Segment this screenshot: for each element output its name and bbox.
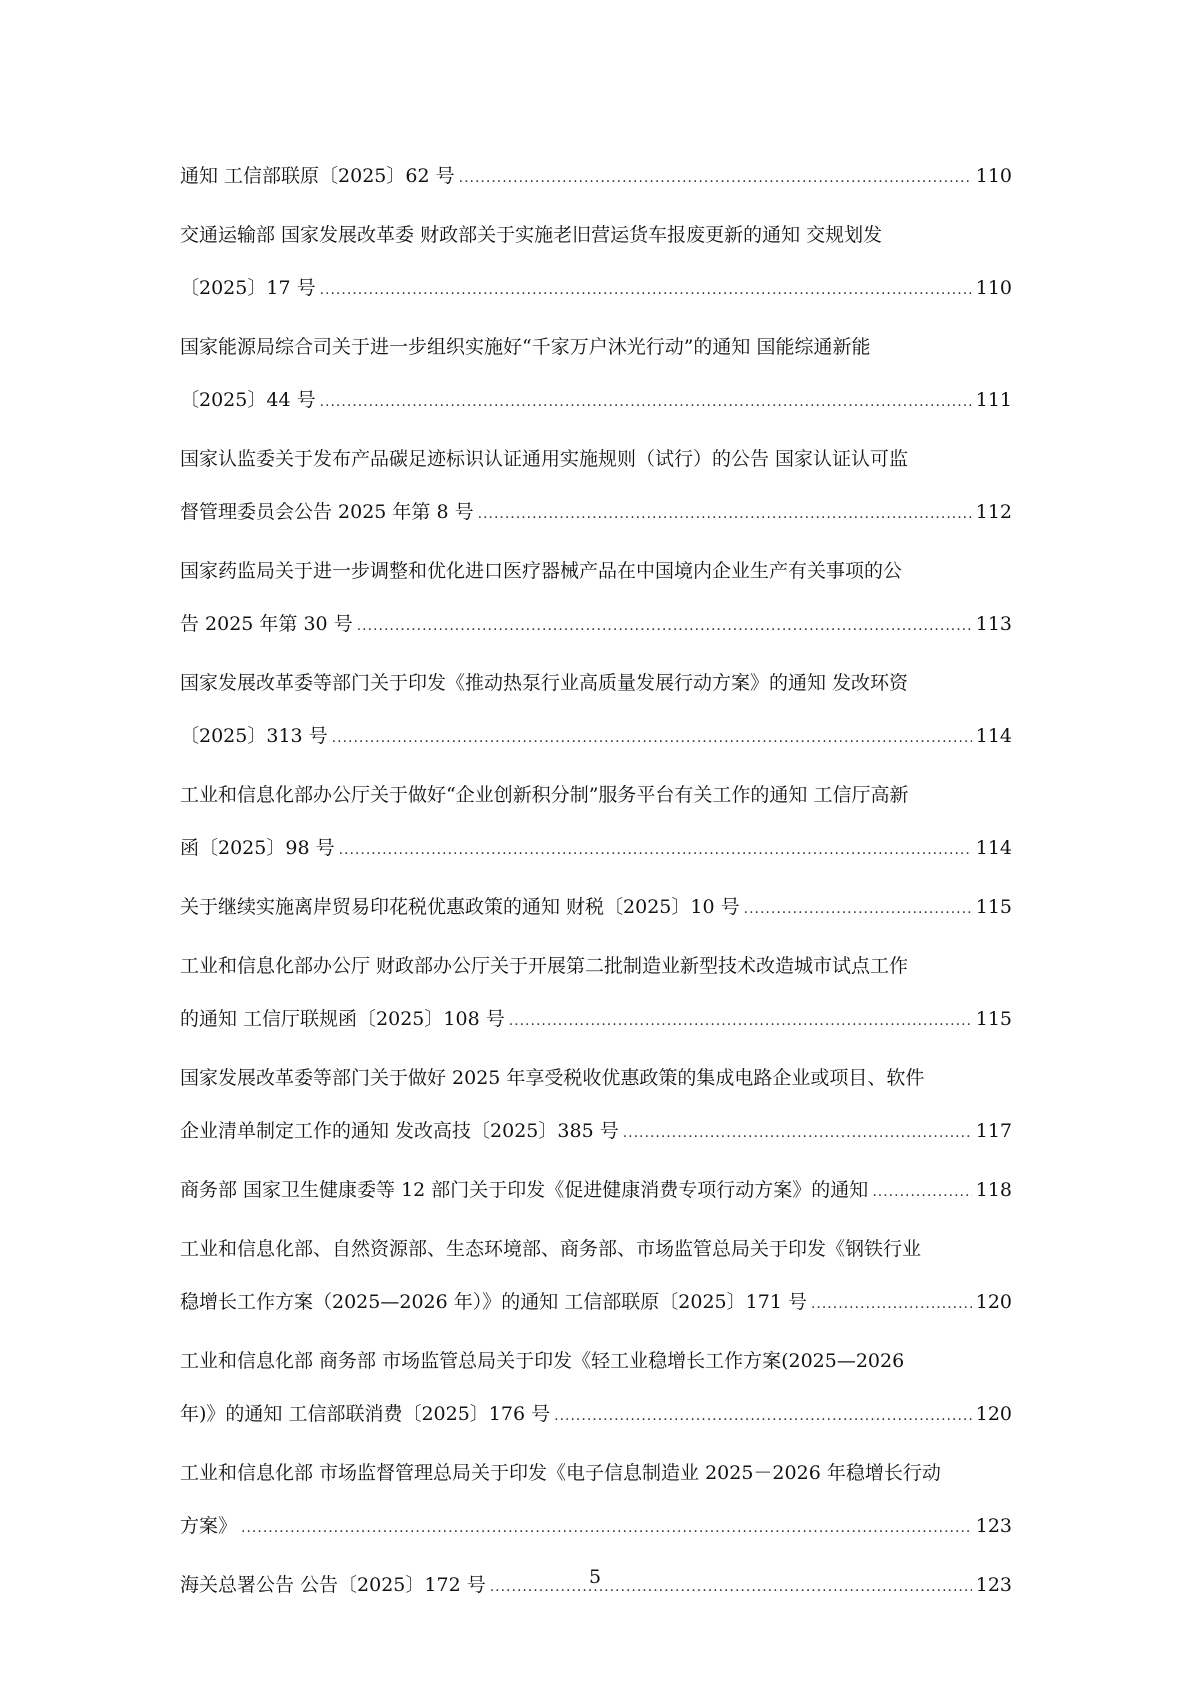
toc-entry-title-line: 工业和信息化部、自然资源部、生态环境部、商务部、市场监管总局关于印发《钢铁行业 — [180, 1238, 922, 1260]
toc-page-number: 120 — [975, 1403, 1012, 1425]
toc-page-number: 118 — [975, 1179, 1012, 1201]
toc-entry-title-tail: 关于继续实施离岸贸易印花税优惠政策的通知 财税〔2025〕10 号 — [180, 896, 740, 918]
toc-entry-last-line — [180, 710, 1012, 763]
toc-entry-title-tail: 的通知 工信厅联规函〔2025〕108 号 — [180, 1008, 505, 1030]
toc-entry-title-line: 工业和信息化部 市场监督管理总局关于印发《电子信息制造业 2025－2026 年稳增长行动 — [180, 1462, 941, 1484]
toc-page-number: 115 — [975, 896, 1012, 918]
toc-entry-title-line: 国家认监委关于发布产品碳足迹标识认证通用实施规则（试行）的公告 国家认证认可监 — [180, 448, 909, 470]
table-of-contents — [180, 150, 1012, 1618]
toc-page-number: 113 — [975, 613, 1012, 635]
toc-leader-dots — [339, 824, 972, 877]
toc-entry-title-tail: 告 2025 年第 30 号 — [180, 613, 353, 635]
toc-page-number: 112 — [975, 501, 1012, 523]
toc-page-number: 114 — [975, 837, 1012, 859]
toc-leader-dots — [623, 1107, 972, 1160]
toc-entry[interactable] — [180, 1447, 1012, 1553]
toc-entry-last-line — [180, 486, 1012, 539]
toc-page-number: 115 — [975, 1008, 1012, 1030]
toc-entry[interactable] — [180, 545, 1012, 651]
toc-entry-title-line: 国家能源局综合司关于进一步组织实施好“千家万户沐光行动”的通知 国能综通新能 — [180, 336, 871, 358]
toc-leader-dots — [744, 883, 972, 936]
toc-entry-title-tail: 〔2025〕44 号 — [180, 389, 316, 411]
toc-page-number: 110 — [975, 277, 1012, 299]
toc-entry-last-line — [180, 598, 1012, 651]
toc-entry-title-line: 工业和信息化部办公厅 财政部办公厅关于开展第二批制造业新型技术改造城市试点工作 — [180, 955, 909, 977]
toc-leader-dots — [357, 600, 972, 653]
toc-entry[interactable] — [180, 940, 1012, 1046]
toc-entry-title-tail: 稳增长工作方案（2025—2026 年）》的通知 工信部联原〔2025〕171 号 — [180, 1291, 807, 1313]
toc-entry-title-tail: 〔2025〕17 号 — [180, 277, 316, 299]
toc-entry-title-tail: 〔2025〕313 号 — [180, 725, 328, 747]
toc-leader-dots — [554, 1390, 972, 1443]
toc-entry-title-tail: 商务部 国家卫生健康委等 12 部门关于印发《促进健康消费专项行动方案》的通知 — [180, 1179, 869, 1201]
toc-entry-title-line: 国家发展改革委等部门关于做好 2025 年享受税收优惠政策的集成电路企业或项目、软件 — [180, 1067, 925, 1089]
toc-entry-title-line: 交通运输部 国家发展改革委 财政部关于实施老旧营运货车报废更新的通知 交规划发 — [180, 224, 883, 246]
toc-entry-last-line — [180, 150, 1012, 203]
toc-entry[interactable] — [180, 1223, 1012, 1329]
toc-entry-title-tail: 函〔2025〕98 号 — [180, 837, 335, 859]
toc-leader-dots — [811, 1278, 972, 1331]
toc-page-number: 123 — [975, 1515, 1012, 1537]
toc-entry-last-line — [180, 822, 1012, 875]
toc-leader-dots — [241, 1502, 972, 1555]
toc-entry-title-tail: 通知 工信部联原〔2025〕62 号 — [180, 165, 455, 187]
toc-entry-title-line: 国家发展改革委等部门关于印发《推动热泵行业高质量发展行动方案》的通知 发改环资 — [180, 672, 909, 694]
toc-leader-dots — [320, 264, 972, 317]
toc-entry[interactable] — [180, 321, 1012, 427]
toc-entry-last-line — [180, 1500, 1012, 1553]
toc-entry[interactable] — [180, 1335, 1012, 1441]
toc-leader-dots — [478, 488, 972, 541]
toc-entry-title-tail: 督管理委员会公告 2025 年第 8 号 — [180, 501, 474, 523]
toc-entry[interactable] — [180, 769, 1012, 875]
toc-entry-title-line: 工业和信息化部 商务部 市场监管总局关于印发《轻工业稳增长工作方案(2025—2026 — [180, 1350, 905, 1372]
toc-entry-last-line — [180, 1105, 1012, 1158]
toc-entry-last-line — [180, 1276, 1012, 1329]
toc-leader-dots — [459, 152, 972, 205]
toc-entry[interactable] — [180, 657, 1012, 763]
page-number: 5 — [588, 1566, 602, 1588]
toc-leader-dots — [320, 376, 972, 429]
toc-leader-dots — [872, 1166, 971, 1219]
toc-entry[interactable] — [180, 1164, 1012, 1217]
toc-entry-title-tail: 企业清单制定工作的通知 发改高技〔2025〕385 号 — [180, 1120, 619, 1142]
toc-entry-last-line — [180, 262, 1012, 315]
toc-page-number: 114 — [975, 725, 1012, 747]
toc-page-number: 120 — [975, 1291, 1012, 1313]
toc-page-number: 111 — [975, 389, 1012, 411]
toc-entry-title-tail: 年)》的通知 工信部联消费〔2025〕176 号 — [180, 1403, 551, 1425]
toc-entry[interactable] — [180, 209, 1012, 315]
toc-entry-title-line: 国家药监局关于进一步调整和优化进口医疗器械产品在中国境内企业生产有关事项的公 — [180, 560, 903, 582]
toc-entry-last-line — [180, 1164, 1012, 1217]
toc-leader-dots — [332, 712, 972, 765]
toc-entry-title-line: 工业和信息化部办公厅关于做好“企业创新积分制”服务平台有关工作的通知 工信厅高新 — [180, 784, 909, 806]
toc-entry-last-line — [180, 374, 1012, 427]
toc-page-number: 117 — [975, 1120, 1012, 1142]
toc-page-number: 110 — [975, 165, 1012, 187]
toc-list — [180, 150, 1012, 1612]
toc-entry[interactable] — [180, 1052, 1012, 1158]
toc-entry-last-line — [180, 881, 1012, 934]
toc-entry[interactable] — [180, 881, 1012, 934]
toc-entry[interactable] — [180, 433, 1012, 539]
toc-entry-last-line — [180, 993, 1012, 1046]
toc-entry-title-tail: 方案》 — [180, 1515, 238, 1537]
toc-page-number: 123 — [975, 1574, 1012, 1596]
toc-entry-last-line — [180, 1388, 1012, 1441]
toc-entry-title-tail: 海关总署公告 公告〔2025〕172 号 — [180, 1574, 486, 1596]
toc-leader-dots — [509, 995, 972, 1048]
toc-entry[interactable] — [180, 150, 1012, 203]
